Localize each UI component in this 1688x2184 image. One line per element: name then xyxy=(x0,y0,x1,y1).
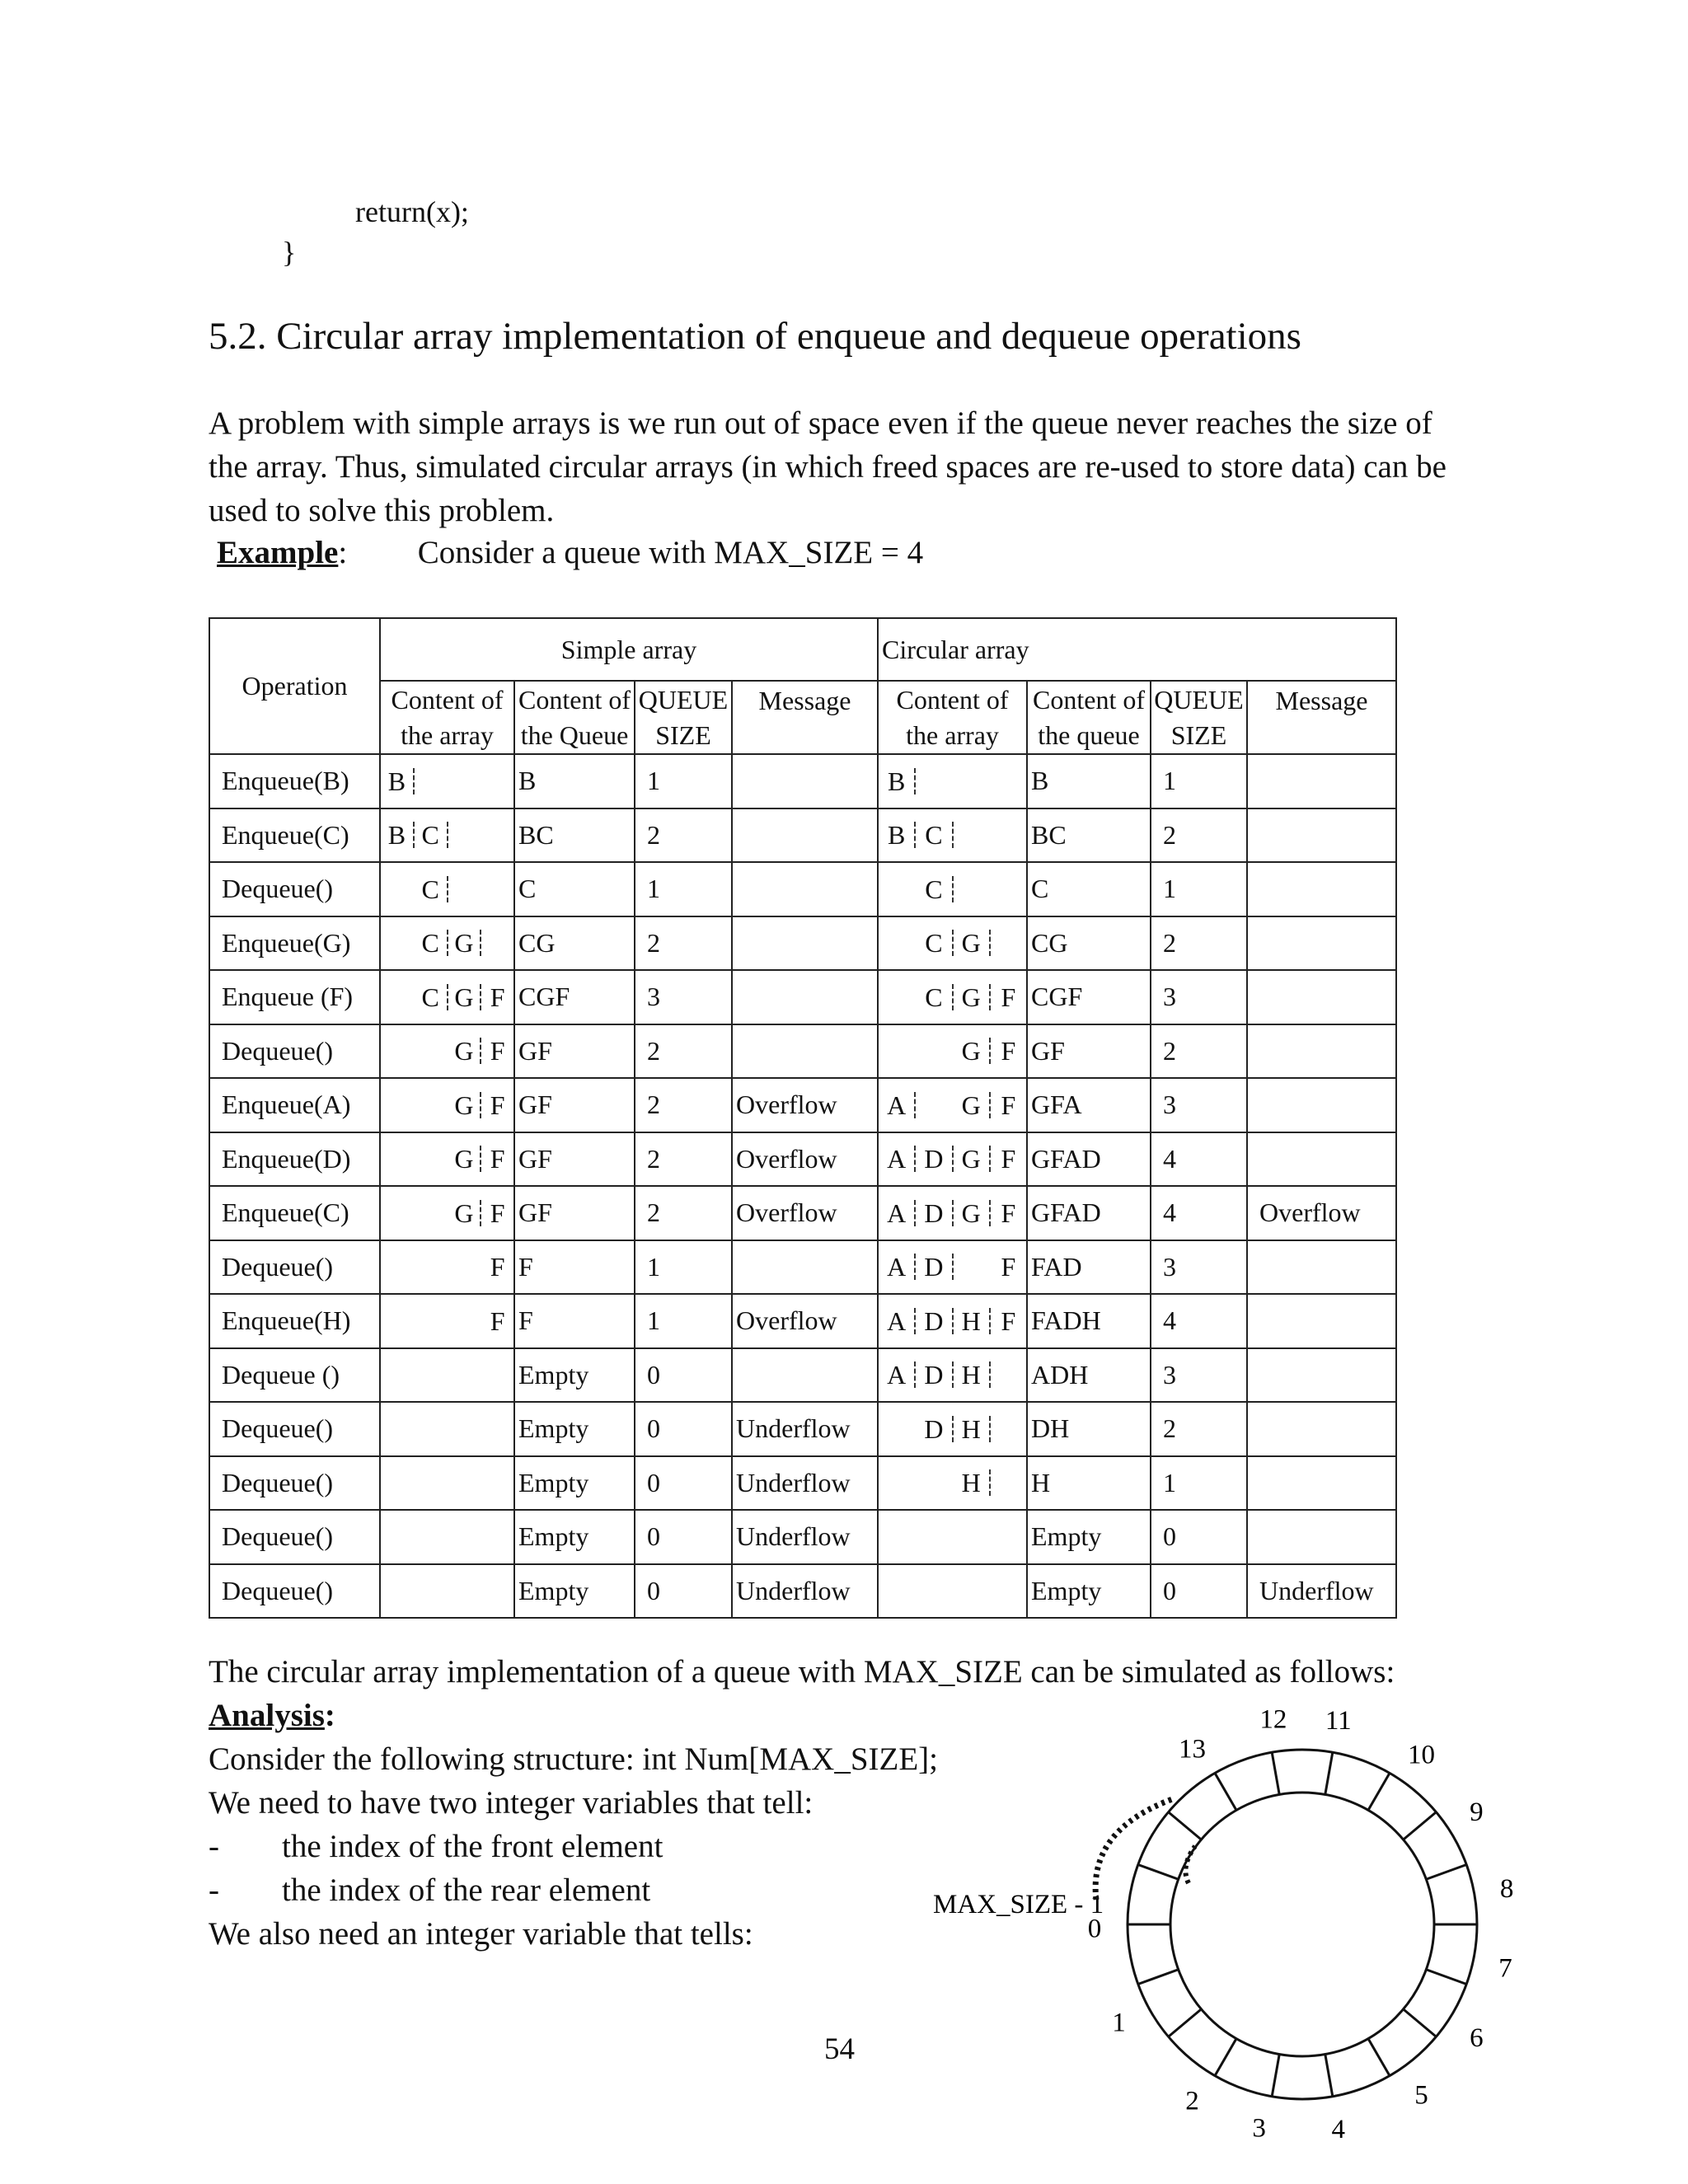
array-slot: B xyxy=(887,766,906,796)
circular-array-cell xyxy=(878,1024,1027,1079)
circular-message-cell xyxy=(1247,916,1396,971)
operation-cell: Dequeue() xyxy=(209,1564,380,1619)
table-row xyxy=(209,1564,1396,1619)
table-row xyxy=(209,1024,1396,1079)
circular-message-cell xyxy=(1247,1078,1396,1132)
simple-size-cell: 3 xyxy=(635,970,732,1024)
circular-array-cell xyxy=(878,1564,1027,1619)
slot-divider xyxy=(1169,2009,1202,2036)
operation-cell: Dequeue() xyxy=(209,1510,380,1564)
array-slot: F xyxy=(1001,1090,1016,1120)
circular-size-cell: 0 xyxy=(1151,1510,1247,1564)
simple-array-cell xyxy=(380,862,514,916)
array-slot: D xyxy=(924,1360,944,1390)
circular-size-cell: 2 xyxy=(1151,1024,1247,1079)
circular-array-cell xyxy=(878,1186,1027,1240)
table-row xyxy=(209,1510,1396,1564)
circular-queue-cell: GFAD xyxy=(1027,1132,1151,1187)
array-slot: H xyxy=(961,1360,981,1390)
array-slot: F xyxy=(1001,1305,1016,1336)
operation-cell: Enqueue(G) xyxy=(209,916,380,971)
table-row xyxy=(209,1186,1396,1240)
operation-cell: Enqueue(C) xyxy=(209,1186,380,1240)
array-slot: G xyxy=(454,1197,474,1228)
array-slot: A xyxy=(887,1252,907,1282)
array-slot: F xyxy=(490,1036,505,1066)
slot-divider xyxy=(1325,2055,1333,2097)
table-row xyxy=(209,1402,1396,1456)
simple-message-header: Message xyxy=(732,681,878,754)
operation-cell: Enqueue (F) xyxy=(209,970,380,1024)
simple-queue-cell: F xyxy=(514,1240,635,1295)
operation-cell: Dequeue () xyxy=(209,1348,380,1403)
simple-message-cell xyxy=(732,1240,878,1295)
after-table-text: The circular array implementation of a queue with MAX_SIZE can be simulated as follows: xyxy=(209,1654,1395,1690)
intro-line: A problem with simple arrays is we run out of space even if the queue never reaches the size of xyxy=(209,405,1432,441)
array-slot: F xyxy=(490,1305,505,1336)
array-slot: F xyxy=(490,1252,505,1282)
circular-message-cell xyxy=(1247,1402,1396,1456)
simple-message-cell: Overflow xyxy=(732,1186,878,1240)
circular-size-cell: 4 xyxy=(1151,1294,1247,1348)
array-slot: G xyxy=(961,928,981,958)
slot-divider xyxy=(1325,1752,1333,1794)
circular-size-cell: 3 xyxy=(1151,1348,1247,1403)
example-colon: : xyxy=(338,535,348,570)
simple-content-array-header: Content of the array xyxy=(380,681,514,754)
array-slot: F xyxy=(1001,982,1016,1012)
circular-message-cell: Underflow xyxy=(1247,1564,1396,1619)
simple-size-cell: 2 xyxy=(635,808,732,863)
operation-cell: Dequeue() xyxy=(209,862,380,916)
array-slot: C xyxy=(421,928,439,958)
array-slot: C xyxy=(421,820,439,851)
circular-queue-cell: ADH xyxy=(1027,1348,1151,1403)
slot-divider xyxy=(1215,1773,1236,1810)
operation-cell: Enqueue(D) xyxy=(209,1132,380,1187)
circular-message-header: Message xyxy=(1247,681,1396,754)
page-number: 54 xyxy=(824,2032,855,2066)
table-row xyxy=(209,808,1396,863)
circular-queue-cell: GFA xyxy=(1027,1078,1151,1132)
index-label: 4 xyxy=(1331,2115,1346,2145)
table-row xyxy=(209,1294,1396,1348)
operation-cell: Dequeue() xyxy=(209,1024,380,1079)
circular-message-cell xyxy=(1247,970,1396,1024)
index-label: 11 xyxy=(1325,1705,1352,1736)
table-row xyxy=(209,754,1396,808)
simple-array-cell xyxy=(380,1456,514,1511)
circular-content-queue-header: Content of the queue xyxy=(1027,681,1151,754)
array-slot: A xyxy=(887,1197,907,1228)
simple-array-cell xyxy=(380,1132,514,1187)
table-row xyxy=(209,1240,1396,1295)
bullet-front xyxy=(209,1825,663,1868)
simple-message-cell: Overflow xyxy=(732,1132,878,1187)
array-slot: A xyxy=(887,1305,907,1336)
array-slot: G xyxy=(454,1090,474,1120)
slot-divider xyxy=(1215,2039,1236,2076)
max-size-label: MAX_SIZE - 1 xyxy=(933,1890,1104,1919)
analysis-line: We need to have two integer variables that tell: xyxy=(209,1785,814,1821)
operation-cell: Enqueue(H) xyxy=(209,1294,380,1348)
simple-queue-cell: F xyxy=(514,1294,635,1348)
circular-message-cell xyxy=(1247,862,1396,916)
slot-divider xyxy=(1138,1864,1179,1879)
simple-message-cell: Underflow xyxy=(732,1402,878,1456)
circular-array-cell xyxy=(878,916,1027,971)
simple-queue-cell: CGF xyxy=(514,970,635,1024)
array-slot: D xyxy=(924,1197,944,1228)
simple-array-cell xyxy=(380,1564,514,1619)
circular-message-cell xyxy=(1247,1456,1396,1511)
simple-queue-cell: GF xyxy=(514,1132,635,1187)
simple-queue-size-header: QUEUE SIZE xyxy=(635,681,732,754)
circular-queue-size-header: QUEUE SIZE xyxy=(1151,681,1247,754)
circular-size-cell: 3 xyxy=(1151,970,1247,1024)
array-slot: F xyxy=(490,982,505,1012)
simple-array-cell xyxy=(380,1348,514,1403)
table-row xyxy=(209,970,1396,1024)
circular-queue-cell: FADH xyxy=(1027,1294,1151,1348)
bullet-dash: - xyxy=(209,1872,219,1908)
circular-size-cell: 4 xyxy=(1151,1186,1247,1240)
queue-comparison-table xyxy=(209,617,1397,1619)
simple-array-cell xyxy=(380,1402,514,1456)
index-label: 10 xyxy=(1408,1740,1436,1770)
circular-array-cell xyxy=(878,1078,1027,1132)
array-slot: G xyxy=(454,928,474,958)
array-slot: G xyxy=(454,1144,474,1174)
operation-cell: Enqueue(B) xyxy=(209,754,380,808)
table-row xyxy=(209,862,1396,916)
array-slot: F xyxy=(1001,1252,1016,1282)
circular-array-cell xyxy=(878,1348,1027,1403)
circular-array-cell xyxy=(878,862,1027,916)
circular-message-cell xyxy=(1247,754,1396,808)
simple-message-cell: Underflow xyxy=(732,1564,878,1619)
simple-array-cell xyxy=(380,1240,514,1295)
array-slot: C xyxy=(925,820,943,851)
simple-array-cell xyxy=(380,1024,514,1079)
circular-size-cell: 2 xyxy=(1151,808,1247,863)
simple-size-cell: 2 xyxy=(635,1078,732,1132)
table-row xyxy=(209,916,1396,971)
array-slot: G xyxy=(961,982,981,1012)
simple-message-cell xyxy=(732,808,878,863)
simple-message-cell xyxy=(732,970,878,1024)
slot-divider xyxy=(1368,1773,1390,1810)
code-closing-brace: } xyxy=(282,236,297,269)
operation-cell: Enqueue(A) xyxy=(209,1078,380,1132)
array-slot: D xyxy=(924,1413,944,1444)
circular-queue-cell: GFAD xyxy=(1027,1186,1151,1240)
array-slot: C xyxy=(421,982,439,1012)
simple-array-cell xyxy=(380,1510,514,1564)
index-label: 3 xyxy=(1252,2113,1266,2144)
circular-queue-cell: BC xyxy=(1027,808,1151,863)
circular-size-cell: 1 xyxy=(1151,862,1247,916)
simple-queue-cell: GF xyxy=(514,1078,635,1132)
circular-queue-cell: CGF xyxy=(1027,970,1151,1024)
array-slot: C xyxy=(925,928,943,958)
circular-message-cell xyxy=(1247,1240,1396,1295)
simple-message-cell xyxy=(732,1024,878,1079)
simple-size-cell: 2 xyxy=(635,1186,732,1240)
circular-queue-cell: Empty xyxy=(1027,1564,1151,1619)
bullet-text: the index of the rear element xyxy=(282,1872,651,1908)
analysis-colon: : xyxy=(324,1698,335,1733)
index-label: 9 xyxy=(1470,1797,1484,1827)
simple-queue-cell: CG xyxy=(514,916,635,971)
array-slot: C xyxy=(925,874,943,904)
circular-array-cell xyxy=(878,1132,1027,1187)
array-slot: F xyxy=(490,1197,505,1228)
circular-array-cell xyxy=(878,1402,1027,1456)
analysis-label: Analysis xyxy=(209,1698,325,1733)
simple-message-cell xyxy=(732,916,878,971)
circular-array-cell xyxy=(878,1456,1027,1511)
slot-divider xyxy=(1368,2039,1390,2076)
circular-size-cell: 3 xyxy=(1151,1078,1247,1132)
slot-divider xyxy=(1426,1864,1466,1879)
circular-array-cell xyxy=(878,808,1027,863)
simple-size-cell: 1 xyxy=(635,1240,732,1295)
array-slot: F xyxy=(1001,1144,1016,1174)
index-label: 13 xyxy=(1178,1734,1206,1765)
circular-message-cell xyxy=(1247,1294,1396,1348)
simple-queue-cell: GF xyxy=(514,1024,635,1079)
array-slot: F xyxy=(490,1144,505,1174)
circular-message-cell xyxy=(1247,1132,1396,1187)
intro-paragraph xyxy=(209,401,1447,532)
simple-queue-cell: Empty xyxy=(514,1402,635,1456)
table-body xyxy=(209,754,1396,1618)
simple-size-cell: 0 xyxy=(635,1510,732,1564)
index-label: 6 xyxy=(1470,2023,1484,2054)
array-slot: G xyxy=(961,1036,981,1066)
slot-divider xyxy=(1404,2009,1437,2036)
circular-message-cell xyxy=(1247,1510,1396,1564)
bullet-rear xyxy=(209,1868,651,1912)
simple-array-cell xyxy=(380,916,514,971)
index-label: 1 xyxy=(1112,2008,1126,2038)
simple-size-cell: 2 xyxy=(635,916,732,971)
simple-queue-cell: BC xyxy=(514,808,635,863)
simple-size-cell: 2 xyxy=(635,1024,732,1079)
slot-divider xyxy=(1272,2055,1279,2097)
slot-divider xyxy=(1169,1812,1202,1840)
simple-queue-cell: C xyxy=(514,862,635,916)
simple-message-cell xyxy=(732,862,878,916)
circular-size-cell: 1 xyxy=(1151,1456,1247,1511)
simple-size-cell: 0 xyxy=(635,1348,732,1403)
simple-size-cell: 1 xyxy=(635,862,732,916)
array-slot: F xyxy=(1001,1197,1016,1228)
circular-queue-cell: GF xyxy=(1027,1024,1151,1079)
index-label: 7 xyxy=(1498,1953,1512,1984)
simple-queue-cell: Empty xyxy=(514,1564,635,1619)
array-slot: A xyxy=(887,1144,907,1174)
slot-divider xyxy=(1272,1752,1279,1794)
circular-array-cell xyxy=(878,1510,1027,1564)
table-row xyxy=(209,1348,1396,1403)
array-slot: B xyxy=(387,766,406,796)
simple-message-cell: Underflow xyxy=(732,1456,878,1511)
simple-size-cell: 1 xyxy=(635,754,732,808)
index-label: 8 xyxy=(1499,1874,1514,1905)
array-slot: H xyxy=(961,1468,981,1498)
array-slot: B xyxy=(887,820,906,851)
simple-size-cell: 0 xyxy=(635,1564,732,1619)
circular-queue-cell: DH xyxy=(1027,1402,1151,1456)
array-slot: A xyxy=(887,1360,907,1390)
bullet-text: the index of the front element xyxy=(282,1829,663,1864)
simple-array-cell xyxy=(380,1186,514,1240)
array-slot: B xyxy=(387,820,406,851)
array-slot: G xyxy=(961,1144,981,1174)
example-label: Example xyxy=(217,535,339,570)
simple-content-queue-header: Content of the Queue xyxy=(514,681,635,754)
simple-message-cell: Overflow xyxy=(732,1294,878,1348)
inner-ring xyxy=(1170,1793,1434,2056)
analysis-heading xyxy=(209,1694,335,1737)
circular-message-cell: Overflow xyxy=(1247,1186,1396,1240)
operation-cell: Dequeue() xyxy=(209,1240,380,1295)
array-slot: D xyxy=(924,1305,944,1336)
circular-array-cell xyxy=(878,1240,1027,1295)
table-row xyxy=(209,1132,1396,1187)
simple-queue-cell: B xyxy=(514,754,635,808)
array-slot: H xyxy=(961,1305,981,1336)
simple-array-cell xyxy=(380,970,514,1024)
simple-queue-cell: Empty xyxy=(514,1348,635,1403)
slot-divider xyxy=(1404,1812,1437,1840)
analysis-line: Consider the following structure: int Num[MAX_SIZE]; xyxy=(209,1741,938,1777)
simple-array-cell xyxy=(380,754,514,808)
circular-message-cell xyxy=(1247,1348,1396,1403)
dotted-arrow-outer xyxy=(1095,1798,1175,1900)
circular-queue-cell: Empty xyxy=(1027,1510,1151,1564)
intro-line: the array. Thus, simulated circular arrays (in which freed spaces are re-used to store data) can be xyxy=(209,449,1447,485)
array-slot: G xyxy=(961,1090,981,1120)
index-label: 5 xyxy=(1414,2080,1428,2111)
index-label: 2 xyxy=(1185,2086,1199,2116)
array-slot: C xyxy=(925,982,943,1012)
outer-ring xyxy=(1128,1750,1477,2099)
circular-queue-cell: B xyxy=(1027,754,1151,808)
circular-queue-cell: FAD xyxy=(1027,1240,1151,1295)
ring-group xyxy=(1128,1750,1477,2099)
simple-message-cell: Underflow xyxy=(732,1510,878,1564)
simple-size-cell: 2 xyxy=(635,1132,732,1187)
array-slot: G xyxy=(454,982,474,1012)
circular-size-cell: 0 xyxy=(1151,1564,1247,1619)
example-line xyxy=(217,531,923,574)
section-title: 5.2. Circular array implementation of enqueue and dequeue operations xyxy=(209,315,1301,358)
circular-size-cell: 1 xyxy=(1151,754,1247,808)
simple-size-cell: 0 xyxy=(635,1456,732,1511)
circular-size-cell: 2 xyxy=(1151,1402,1247,1456)
array-slot: D xyxy=(924,1252,944,1282)
intro-line: used to solve this problem. xyxy=(209,493,555,528)
circular-array-cell xyxy=(878,970,1027,1024)
circular-size-cell: 4 xyxy=(1151,1132,1247,1187)
last-line: We also need an integer variable that tells: xyxy=(209,1916,753,1952)
operation-header: Operation xyxy=(209,618,380,754)
circular-array-diagram xyxy=(931,1704,1525,2151)
table-row xyxy=(209,1456,1396,1511)
circular-array-header: Circular array xyxy=(878,618,1396,681)
simple-message-cell xyxy=(732,754,878,808)
operation-cell: Enqueue(C) xyxy=(209,808,380,863)
slot-divider xyxy=(1138,1970,1179,1985)
array-slot: F xyxy=(490,1090,505,1120)
operation-cell: Dequeue() xyxy=(209,1456,380,1511)
simple-array-cell xyxy=(380,1078,514,1132)
circular-message-cell xyxy=(1247,808,1396,863)
simple-queue-cell: Empty xyxy=(514,1456,635,1511)
array-slot: D xyxy=(924,1144,944,1174)
example-text: Consider a queue with MAX_SIZE = 4 xyxy=(417,535,924,570)
circular-message-cell xyxy=(1247,1024,1396,1079)
index-label: 12 xyxy=(1259,1704,1287,1735)
circular-array-cell xyxy=(878,754,1027,808)
simple-queue-cell: GF xyxy=(514,1186,635,1240)
array-slot: G xyxy=(961,1197,981,1228)
array-slot: G xyxy=(454,1036,474,1066)
array-slot: C xyxy=(421,874,439,904)
circular-array-cell xyxy=(878,1294,1027,1348)
table-row xyxy=(209,1078,1396,1132)
simple-size-cell: 0 xyxy=(635,1402,732,1456)
simple-array-cell xyxy=(380,1294,514,1348)
array-slot: F xyxy=(1001,1036,1016,1066)
simple-queue-cell: Empty xyxy=(514,1510,635,1564)
simple-message-cell xyxy=(732,1348,878,1403)
index-label: 0 xyxy=(1087,1914,1102,1944)
slot-divider xyxy=(1426,1970,1466,1985)
circular-content-array-header: Content of the array xyxy=(878,681,1027,754)
simple-array-cell xyxy=(380,808,514,863)
bullet-dash: - xyxy=(209,1829,219,1864)
operation-cell: Dequeue() xyxy=(209,1402,380,1456)
array-slot: H xyxy=(961,1413,981,1444)
code-return-line: return(x); xyxy=(355,195,469,228)
circular-size-cell: 3 xyxy=(1151,1240,1247,1295)
circular-queue-cell: CG xyxy=(1027,916,1151,971)
simple-message-cell: Overflow xyxy=(732,1078,878,1132)
circular-queue-cell: C xyxy=(1027,862,1151,916)
circular-queue-cell: H xyxy=(1027,1456,1151,1511)
simple-array-header: Simple array xyxy=(380,618,878,681)
circular-size-cell: 2 xyxy=(1151,916,1247,971)
simple-size-cell: 1 xyxy=(635,1294,732,1348)
array-slot: A xyxy=(887,1090,907,1120)
